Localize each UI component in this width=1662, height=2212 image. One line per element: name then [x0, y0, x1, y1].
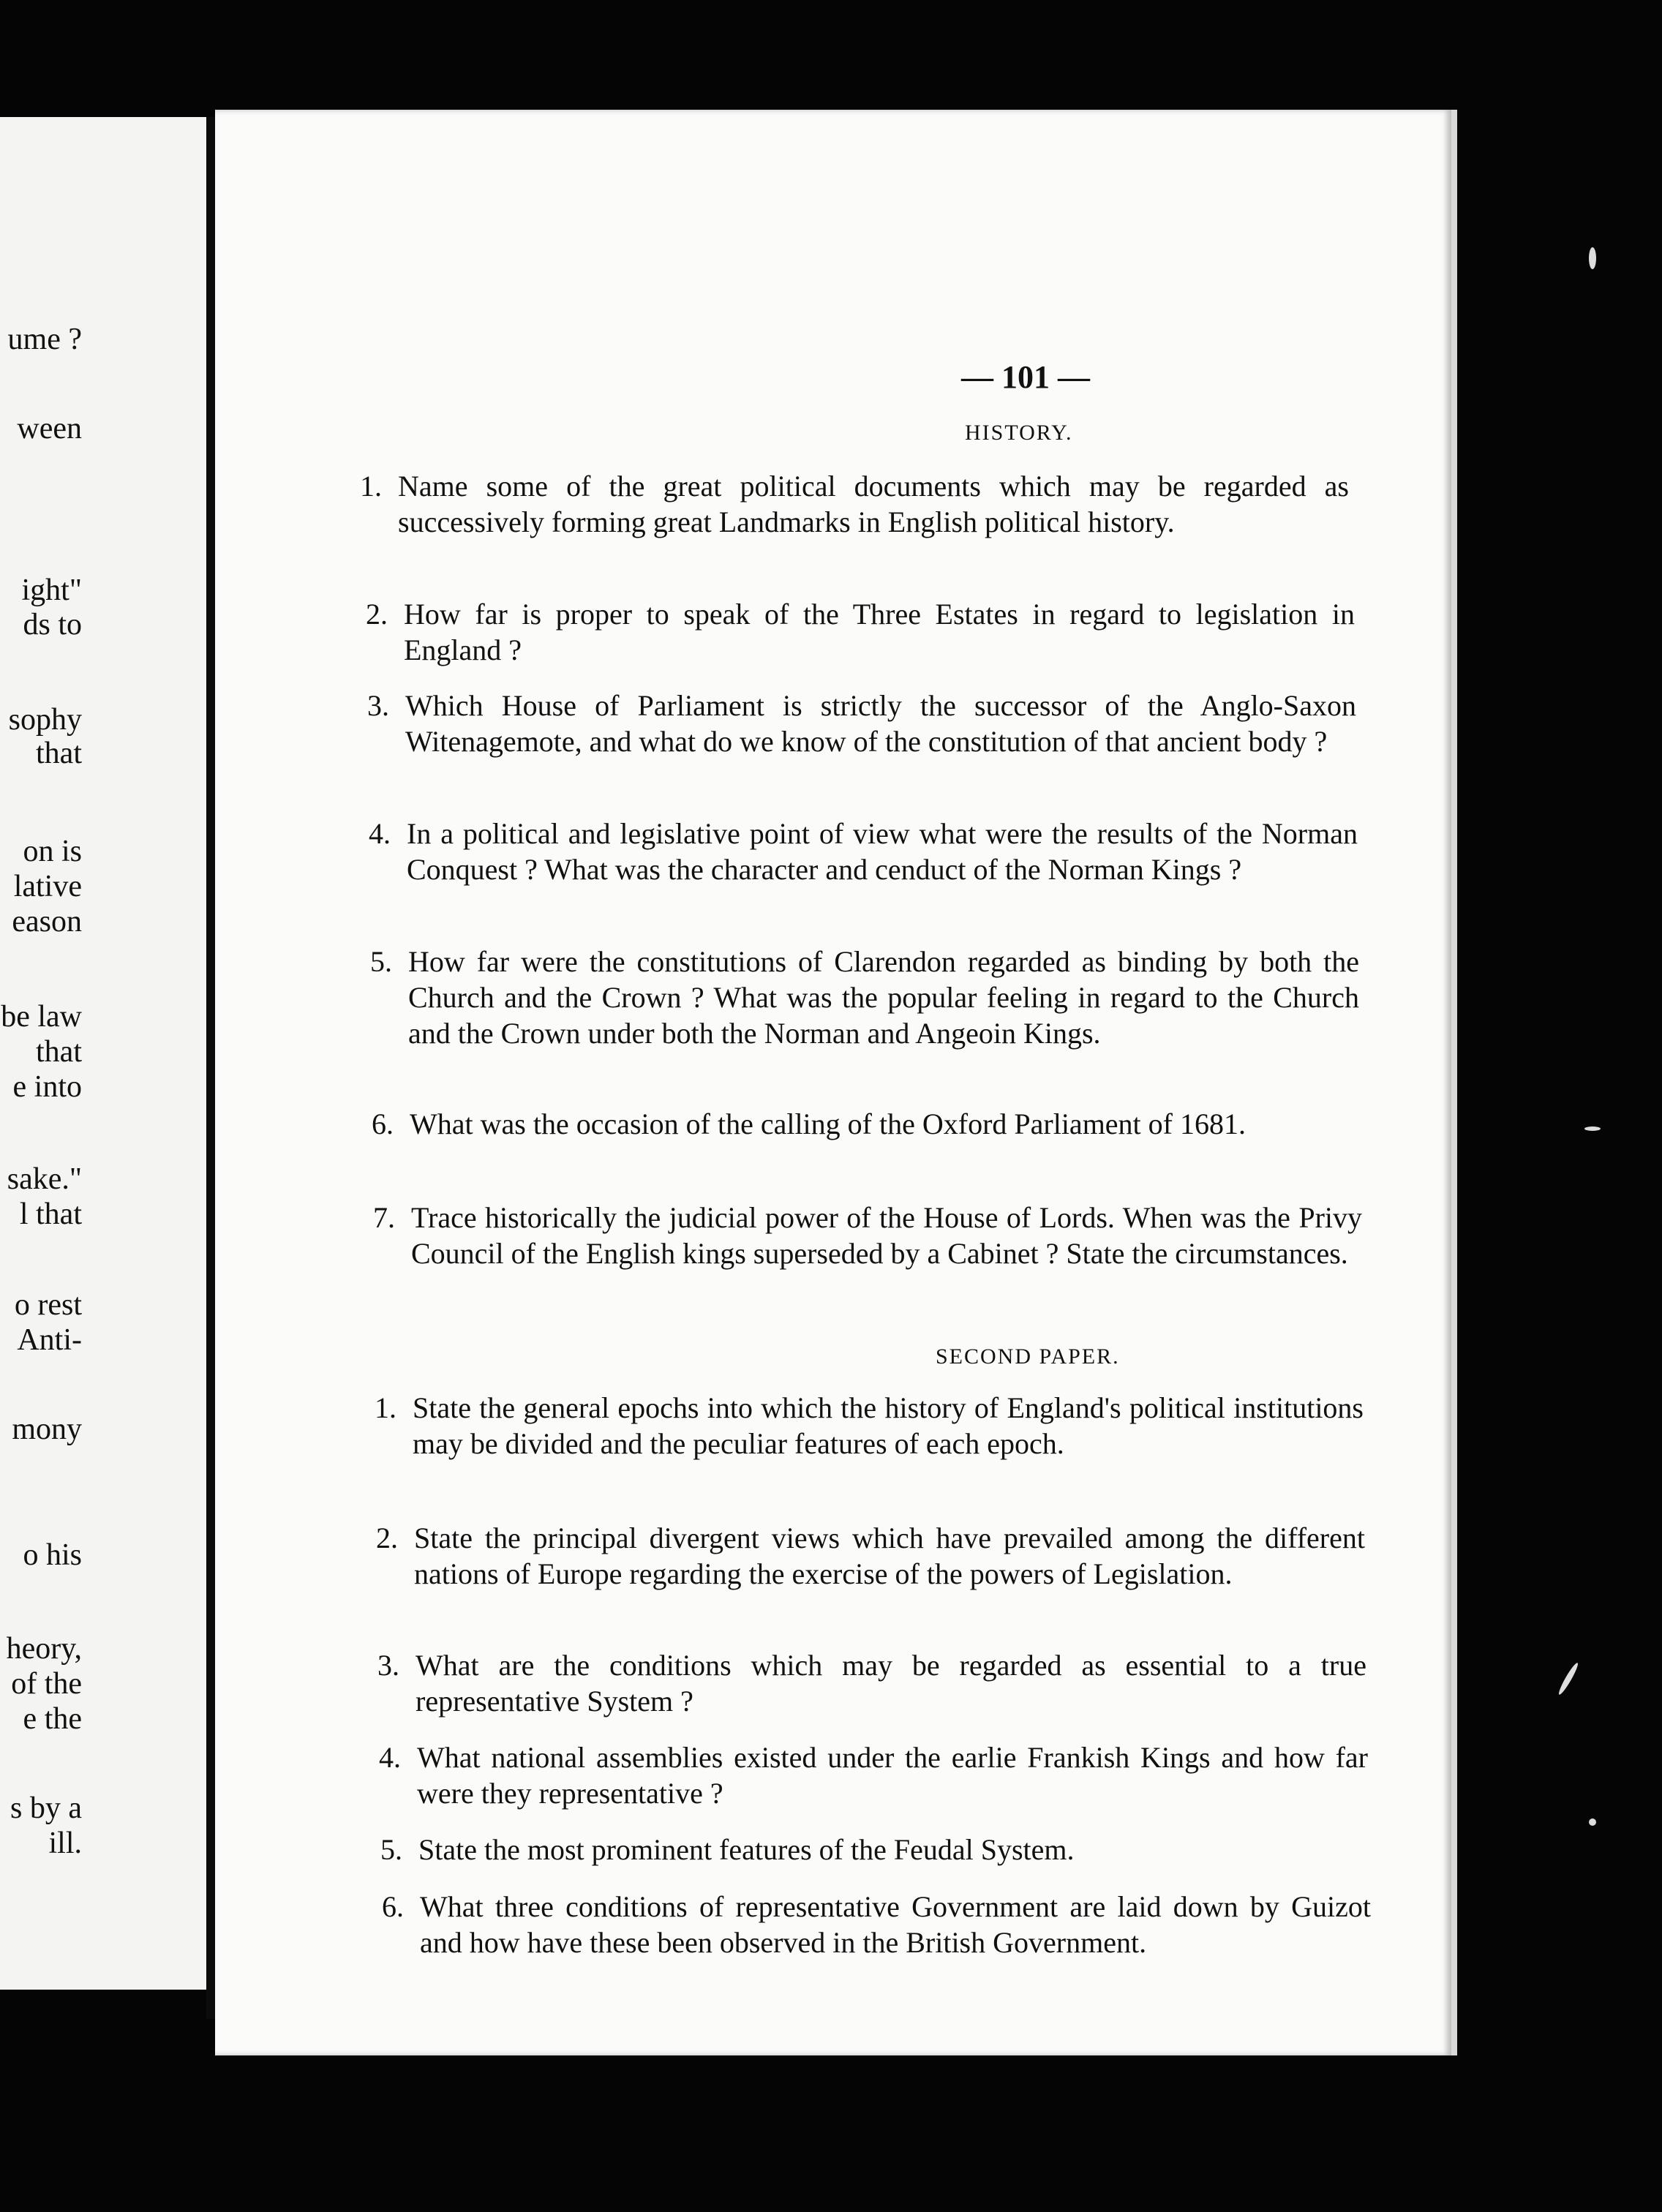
- page-number: — 101 —: [961, 359, 1090, 395]
- question-text: Trace historically the judicial power of the House of Lords. When was the Privy Council of the English kings superseded by a Cabinet ? State the circumstances.: [411, 1201, 1362, 1270]
- question-text: In a political and legislative point of view what were the results of the Norman Conquest ? What was the character and cenduct of the Norman Kings ?: [407, 817, 1358, 886]
- left-fragment: ween: [17, 412, 82, 445]
- question-text: State the principal divergent views which have prevailed among the different nations of Europe regarding the exercise of the powers of Legislation.: [414, 1521, 1365, 1590]
- question-text: What three conditions of representative Government are laid down by Guizot and how have these been observed in the British Government.: [420, 1890, 1371, 1959]
- left-fragment: ds to: [23, 608, 82, 642]
- question-number: 6.: [372, 1107, 394, 1140]
- second-paper-question: [377, 1647, 1366, 1719]
- history-question: [366, 596, 1355, 668]
- left-fragment: mony: [12, 1412, 82, 1446]
- left-fragment: l that: [19, 1197, 82, 1231]
- history-heading: HISTORY.: [965, 421, 1073, 445]
- left-fragment: eason: [12, 905, 82, 938]
- question-number: 6.: [382, 1890, 404, 1923]
- second-paper-question: [375, 1390, 1364, 1462]
- left-fragment: that: [36, 737, 82, 770]
- question-text: What are the conditions which may be regarded as essential to a true representative System ?: [416, 1649, 1366, 1718]
- question-text: Which House of Parliament is strictly the successor of the Anglo-Saxon Witenagemote, and what do we know of the constitution of that ancient body ?: [405, 689, 1356, 758]
- left-fragment: e the: [23, 1702, 82, 1736]
- second-paper-question: [380, 1832, 1369, 1867]
- question-number: 4.: [379, 1741, 401, 1774]
- left-fragment: sake.": [7, 1162, 82, 1196]
- question-text: How far were the constitutions of Clarendon regarded as binding by both the Church and the Crown ? What was the popular feeling in regard to the Church and the Crown under both the Norman and Angeoin Kings.: [408, 945, 1359, 1050]
- page-edge: [1451, 110, 1457, 2055]
- question-number: 1.: [375, 1391, 396, 1424]
- left-fragment: on is: [23, 835, 82, 868]
- right-page: [215, 110, 1451, 2055]
- left-fragment: ume ?: [7, 323, 82, 356]
- left-fragment: ight": [21, 573, 82, 607]
- history-question: [373, 1200, 1362, 1271]
- question-number: 5.: [370, 945, 392, 978]
- left-fragment: heory,: [6, 1632, 82, 1666]
- left-fragment: that: [36, 1035, 82, 1069]
- question-text: What national assemblies existed under the earlie Frankish Kings and how far were they representative ?: [417, 1741, 1368, 1810]
- left-fragment: be law: [1, 1000, 82, 1034]
- left-fragment: o his: [23, 1538, 82, 1572]
- question-number: 5.: [380, 1833, 402, 1866]
- left-fragment: of the: [11, 1667, 82, 1701]
- history-question: [372, 1106, 1361, 1142]
- film-speck: [1557, 1661, 1580, 1696]
- question-text: State the most prominent features of the Feudal System.: [418, 1833, 1075, 1866]
- question-text: Name some of the great political documents which may be regarded as successively forming great Landmarks in English political history.: [398, 470, 1349, 538]
- history-question: [360, 468, 1349, 540]
- left-page: [0, 117, 206, 1990]
- film-speck: [1589, 1818, 1596, 1826]
- history-question: [370, 944, 1359, 1051]
- history-question: [367, 688, 1356, 759]
- left-fragment: lative: [13, 870, 82, 903]
- second-paper-question: [376, 1520, 1365, 1592]
- left-fragment: e into: [12, 1070, 82, 1104]
- left-fragment: ill.: [48, 1827, 82, 1860]
- question-number: 1.: [360, 470, 382, 503]
- question-number: 2.: [366, 598, 388, 631]
- history-question: [369, 816, 1358, 887]
- question-number: 4.: [369, 817, 391, 850]
- second-paper-question: [379, 1739, 1368, 1811]
- question-number: 3.: [367, 689, 389, 722]
- book-binding: [206, 117, 215, 2019]
- question-number: 7.: [373, 1201, 395, 1234]
- question-number: 3.: [377, 1649, 399, 1682]
- left-fragment: sophy: [8, 703, 82, 737]
- question-number: 2.: [376, 1521, 398, 1554]
- film-speck: [1589, 247, 1596, 269]
- left-fragment: s by a: [10, 1791, 82, 1825]
- film-speck: [1584, 1126, 1601, 1131]
- left-fragment: o rest: [14, 1288, 82, 1322]
- left-fragment: Anti-: [17, 1323, 82, 1357]
- question-text: State the general epochs into which the history of England's political institutions may be divided and the peculiar features of each epoch.: [413, 1391, 1364, 1460]
- second-paper-heading: SECOND PAPER.: [936, 1344, 1120, 1369]
- question-text: How far is proper to speak of the Three Estates in regard to legislation in England ?: [404, 598, 1355, 666]
- question-text: What was the occasion of the calling of the Oxford Parliament of 1681.: [410, 1107, 1246, 1140]
- second-paper-question: [382, 1889, 1371, 1960]
